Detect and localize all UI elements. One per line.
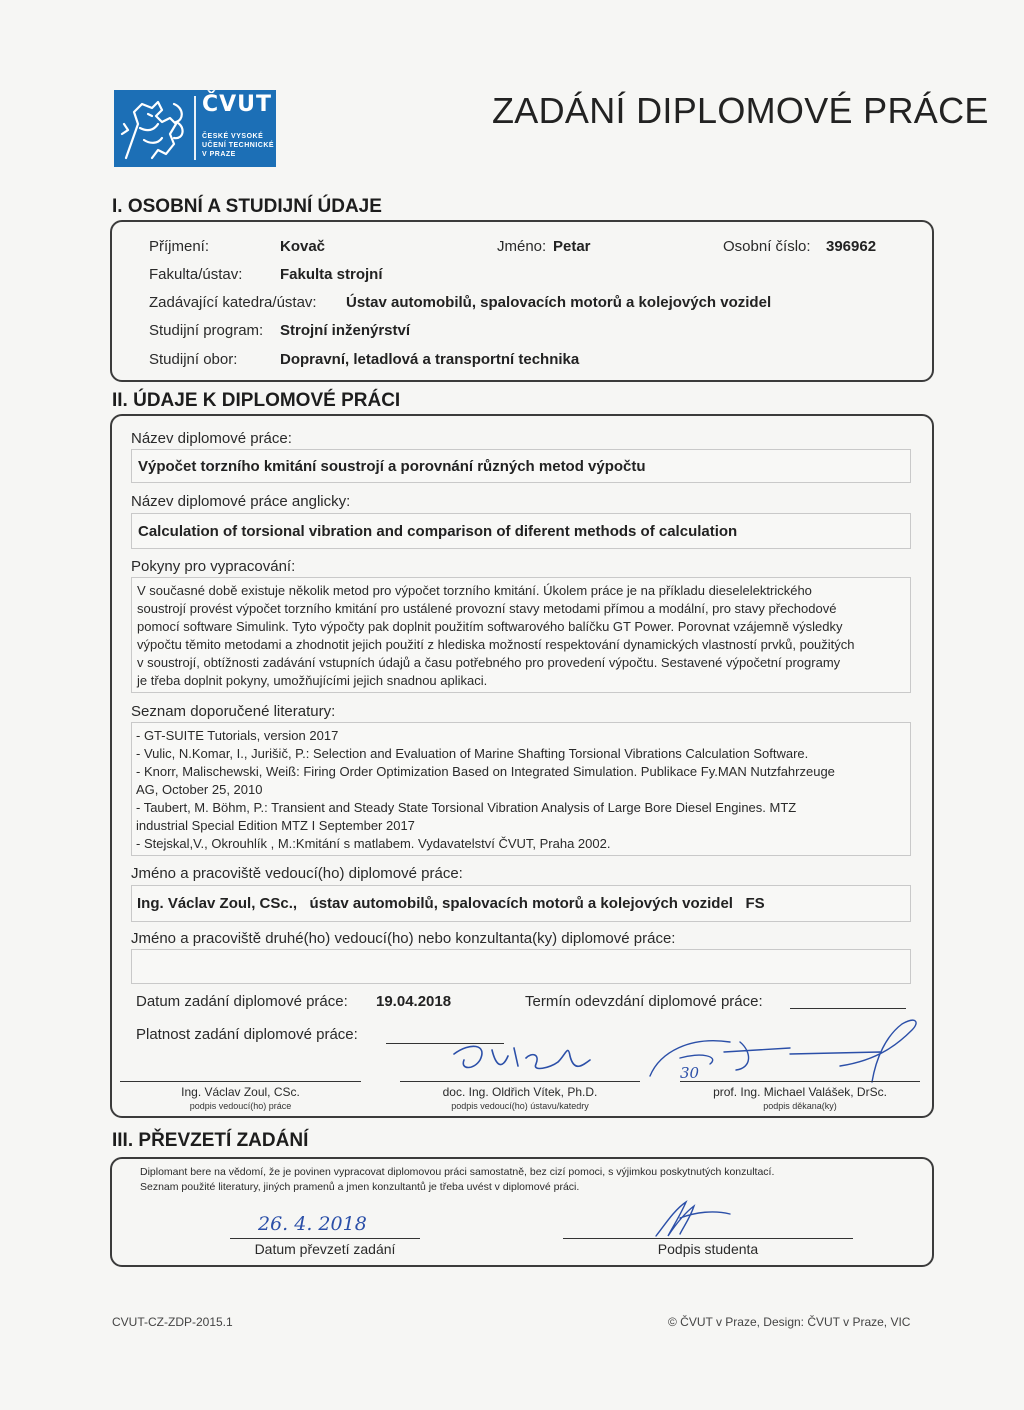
faculty-label: Fakulta/ústav: [149, 266, 243, 283]
name-label: Jméno: [497, 238, 547, 255]
thesis-title-value: Výpočet torzního kmitání soustrojí a porovnání různých metod výpočtu [138, 458, 646, 475]
instructions-line: pomocí software Simulink. Tyto výpočty pak doplnit použitím softwarového balíčku GT Power. Porovnat vzájemně výsledky [137, 619, 843, 634]
thesis-title-field [131, 449, 911, 483]
name-value: Petar [553, 238, 591, 255]
instructions-line: je třeba doplnit pokyny, umožňujícími jejich snadnou aplikaci. [137, 673, 488, 688]
supervisor-signature-name: Ing. Václav Zoul, CSc. [181, 1085, 300, 1099]
personal-number-value: 396962 [826, 238, 877, 255]
dean-signature-line [680, 1081, 920, 1082]
acceptance-date-line [230, 1238, 420, 1239]
instructions-text [137, 582, 907, 690]
faculty-value: Fakulta strojní [280, 266, 383, 283]
document-title: ZADÁNÍ DIPLOMOVÉ PRÁCE [492, 90, 989, 131]
dean-signature-role: podpis děkana(ky) [763, 1101, 837, 1111]
literature-line: - Knorr, Malischewski, Weiß: Firing Order Optimization Based on Integrated Simulation. Publikace Fy.MAN Nutzfahrzeuge [136, 764, 835, 779]
supervisor-field [131, 885, 911, 922]
thesis-title-en-value: Calculation of torsional vibration and comparison of diferent methods of calculation [138, 523, 738, 540]
logo-subtitle: ČESKÉ VYSOKÉ UČENÍ TECHNICKÉ V PRAZE [202, 133, 275, 158]
literature-line: AG, October 25, 2010 [136, 782, 263, 797]
handwritten-acceptance-date: 26. 4. 2018 [258, 1213, 367, 1235]
program-value: Strojní inženýrství [280, 322, 411, 339]
validity-label: Platnost zadání diplomové práce: [136, 1026, 358, 1043]
literature-label: Seznam doporučené literatury: [131, 703, 336, 720]
student-signature-caption: Podpis studenta [657, 1241, 759, 1257]
instructions-line: V současné době existuje několik metod pro výpočet torzního kmitání. Úkolem práce je na příkladu dieselelektrického [137, 583, 812, 598]
student-signature-line [563, 1238, 853, 1239]
surname-label: Příjmení: [149, 238, 210, 255]
thesis-title-en-field [131, 513, 911, 549]
thesis-title-en-label: Název diplomové práce anglicky: [131, 493, 351, 510]
surname-value: Kovač [280, 238, 326, 255]
instructions-field [131, 577, 911, 693]
instructions-line: výpočtu těmito metodami a zhodnotit jejich použití z hlediska možností respektování dynamických vlastností prvků, použitých [137, 637, 855, 652]
literature-line: - Taubert, M. Böhm, P.: Transient and Steady State Torsional Vibration Analysis of Large Bore Diesel Engines. MTZ [136, 800, 797, 815]
acceptance-date-caption: Datum převzetí zadání [254, 1241, 396, 1257]
head-signature-role: podpis vedoucí(ho) ústavu/katedry [451, 1101, 589, 1111]
acceptance-notice-line: Diplomant bere na vědomí, že je povinen vypracovat diplomovou práci samostatně, bez cizí pomoci, s výjimkou poskytnutých konzultací. [140, 1166, 775, 1178]
supervisor-value: Ing. Václav Zoul, CSc., ústav automobilů, spalovacích motorů a kolejových vozidel FS [137, 895, 765, 912]
department-value: Ústav automobilů, spalovacích motorů a kolejových vozidel [346, 294, 772, 311]
dean-signature-name: prof. Ing. Michael Valášek, DrSc. [713, 1085, 887, 1099]
literature-list [136, 727, 908, 853]
deadline-label: Termín odevzdání diplomové práce: [525, 993, 763, 1010]
student-signature-icon [650, 1196, 740, 1242]
instructions-line: soustrojí provést výpočet torzního kmitání pro ustálené provozní stavy metodami přímou a modální, pro stavy přechodové [137, 601, 837, 616]
cvut-logo [114, 90, 276, 167]
literature-line: industrial Special Edition MTZ I September 2017 [136, 818, 415, 833]
head-signature-name: doc. Ing. Oldřich Vítek, Ph.D. [442, 1085, 598, 1099]
deadline-blank-line [790, 1008, 906, 1009]
logo-brand: ČVUT [202, 92, 273, 117]
vitek-signature-icon [440, 1036, 600, 1086]
department-label: Zadávající katedra/ústav: [149, 294, 317, 311]
literature-field [131, 722, 911, 856]
instructions-label: Pokyny pro vypracování: [131, 558, 296, 575]
form-code: CVUT-CZ-ZDP-2015.1 [112, 1315, 233, 1329]
literature-line: - GT-SUITE Tutorials, version 2017 [136, 728, 339, 743]
section-3-heading: III. PŘEVZETÍ ZADÁNÍ [112, 1130, 309, 1151]
instructions-line: v soustrojí, obtížnosti zadávání vstupních údajů a času potřebného pro provedení výpočtu. Sestavené výpočetní programy [137, 655, 841, 670]
thesis-title-label: Název diplomové práce: [131, 430, 292, 447]
consultant-label: Jméno a pracoviště druhé(ho) vedoucí(ho) nebo konzultanta(ky) diplomové práce: [131, 930, 676, 947]
field-of-study-value: Dopravní, letadlová a transportní technika [280, 351, 580, 368]
head-signature-line [400, 1081, 640, 1082]
section-1-heading: I. OSOBNÍ A STUDIJNÍ ÚDAJE [112, 196, 382, 217]
copyright: © ČVUT v Praze, Design: ČVUT v Praze, VIC [668, 1315, 911, 1329]
section-2-heading: II. ÚDAJE K DIPLOMOVÉ PRÁCI [112, 390, 401, 411]
program-label: Studijní program: [149, 322, 264, 339]
assignment-date-value: 19.04.2018 [376, 993, 452, 1010]
assignment-date-label: Datum zadání diplomové práce: [136, 993, 348, 1010]
supervisor-signature-role: podpis vedoucí(ho) práce [189, 1101, 292, 1111]
personal-number-label: Osobní číslo: [723, 238, 811, 255]
supervisor-signature-line [120, 1081, 361, 1082]
consultant-field [131, 949, 911, 984]
lion-emblem-icon [118, 94, 190, 163]
literature-line: - Stejskal,V., Okrouhlík , M.:Kmitání s matlabem. Vydavatelství ČVUT, Praha 2002. [136, 836, 611, 851]
supervisor-label: Jméno a pracoviště vedoucí(ho) diplomové práce: [131, 865, 463, 882]
literature-line: - Vulic, N.Komar, I., Jurišič, P.: Selection and Evaluation of Marine Shafting Torsional Vibrations Calculation Software. [136, 746, 809, 761]
field-of-study-label: Studijní obor: [149, 351, 238, 368]
acceptance-notice-line: Seznam použité literatury, jiných pramenů a jmen konzultantů je třeba uvést v diplomové práci. [140, 1181, 580, 1193]
handwritten-day: 30 [680, 1064, 700, 1082]
logo-divider [194, 96, 196, 160]
